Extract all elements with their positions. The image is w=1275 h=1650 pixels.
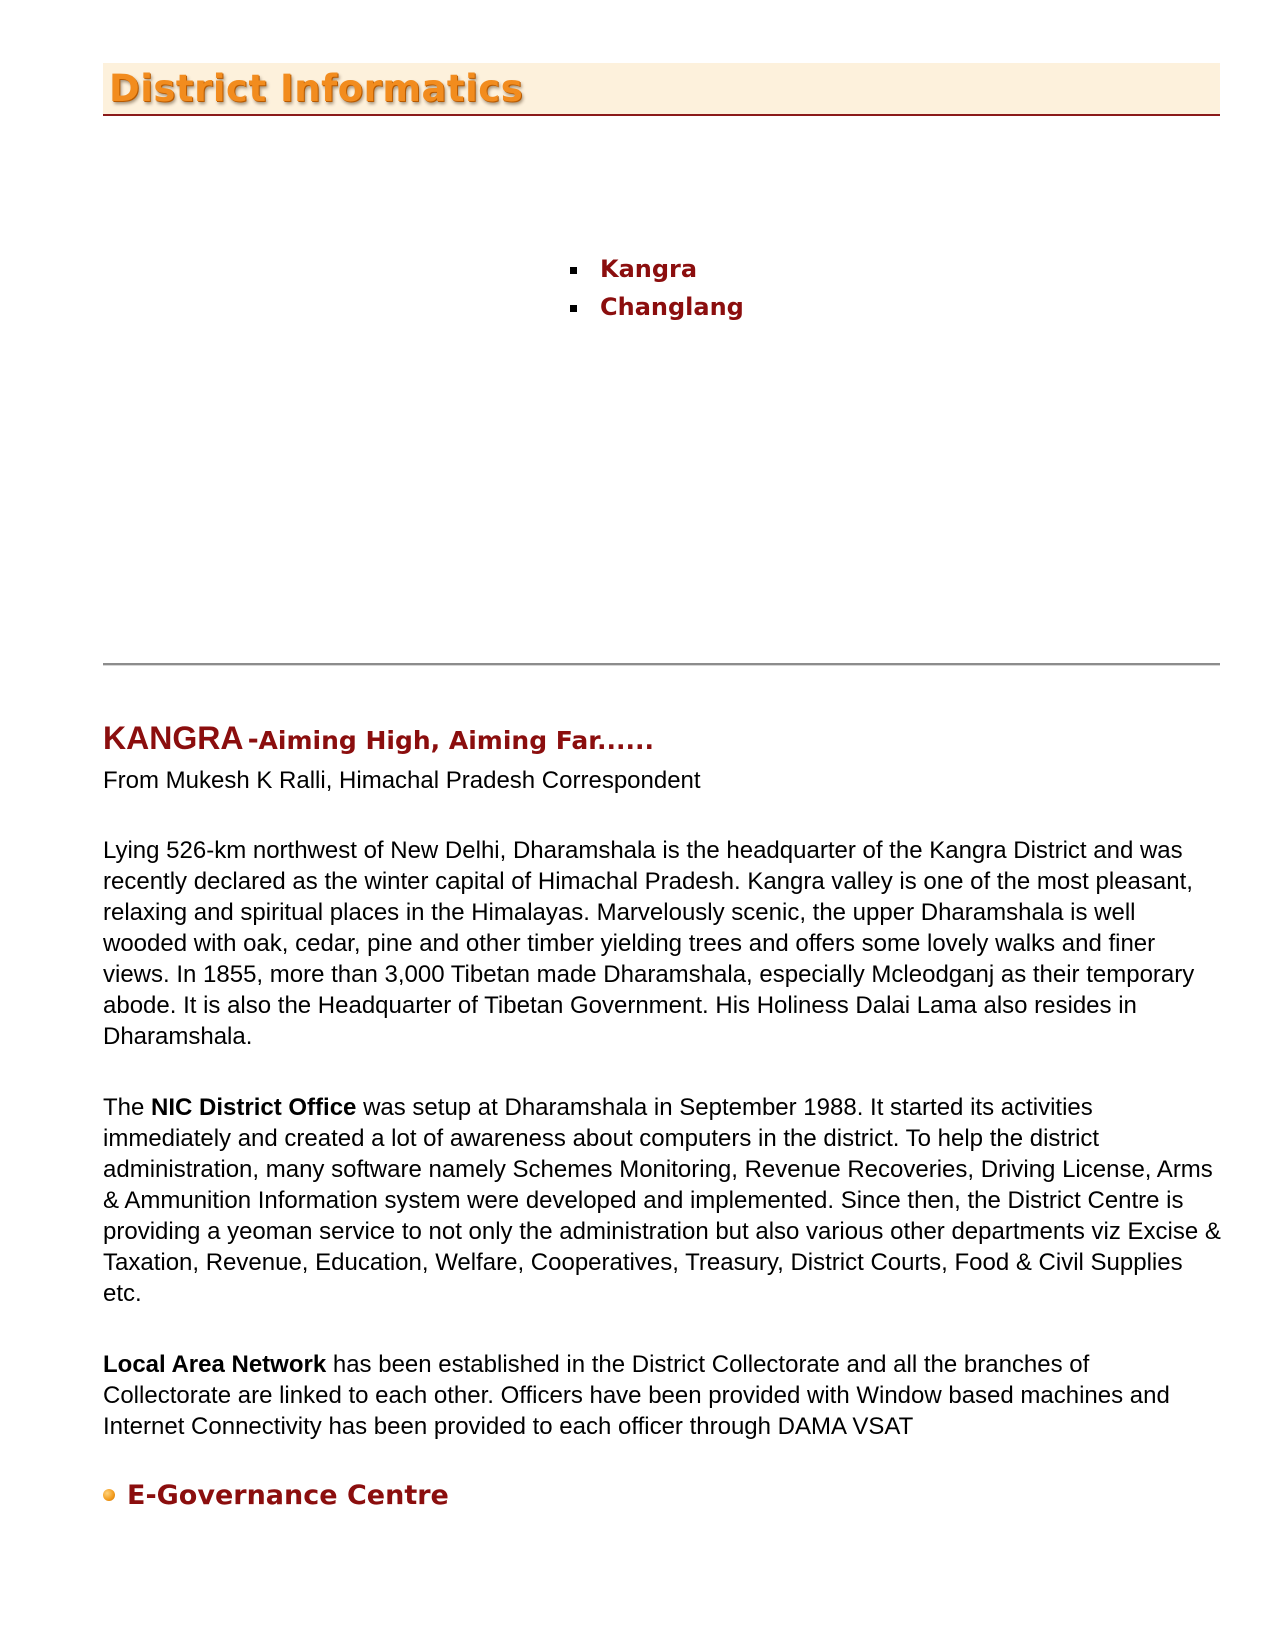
egov-centre-link[interactable]: E-Governance Centre (127, 1480, 449, 1511)
article-paragraph-3 (103, 1349, 1223, 1442)
egov-section (103, 1480, 449, 1511)
square-bullet-icon (570, 267, 577, 274)
district-link-changlang[interactable]: Changlang (600, 293, 744, 321)
list-item (570, 250, 744, 288)
article-title (103, 720, 654, 757)
orange-bullet-icon (103, 1489, 115, 1501)
paragraph-2-text: was setup at Dharamshala in September 1988. It started its activities immediately and created a lot of awareness about computers in the district. To help the district administration, many software namely Schemes Monitoring, Revenue Recoveries, Driving License, Arms & Ammunition Information system were developed and implemented. Since then, the District Centre is providing a yeoman service to not only the administration but also various other departments viz Excise & Taxation, Revenue, Education, Welfare, Cooperatives, Treasury, District Courts, Food & Civil Supplies etc. (103, 1094, 1221, 1307)
local-area-network-label: Local Area Network (103, 1351, 327, 1378)
list-item (570, 288, 744, 326)
page-title: District Informatics (109, 67, 524, 110)
nic-district-office-label: NIC District Office (151, 1094, 357, 1121)
article-paragraph-2 (103, 1092, 1223, 1309)
horizontal-divider (103, 663, 1220, 666)
header-banner (103, 63, 1220, 116)
square-bullet-icon (570, 305, 577, 312)
paragraph-2-prefix: The (103, 1094, 152, 1121)
district-list (570, 250, 744, 326)
article-title-subtitle: Aiming High, Aiming Far...... (258, 726, 655, 755)
article-byline: From Mukesh K Ralli, Himachal Pradesh Correspondent (103, 767, 701, 794)
article-title-dash: - (247, 720, 259, 756)
paragraph-3-text: has been established in the District Collectorate and all the branches of Collectorate are linked to each other. Officers have been provided with Window based machines and Internet Connectivity has been provided to each officer through DAMA VSAT (103, 1351, 1170, 1440)
article-paragraph-1: Lying 526-km northwest of New Delhi, Dharamshala is the headquarter of the Kangra District and was recently declared as the winter capital of Himachal Pradesh. Kangra valley is one of the most pleasant, relaxing and spiritual places in the Himalayas. Marvelously scenic, the upper Dharamshala is well wooded with oak, cedar, pine and other timber yielding trees and offers some lovely walks and finer views. In 1855, more than 3,000 Tibetan made Dharamshala, especially Mcleodganj as their temporary abode. It is also the Headquarter of Tibetan Government. His Holiness Dalai Lama also resides in Dharamshala. (103, 837, 1195, 1050)
article-title-main: KANGRA (103, 720, 244, 756)
district-link-kangra[interactable]: Kangra (600, 255, 698, 283)
